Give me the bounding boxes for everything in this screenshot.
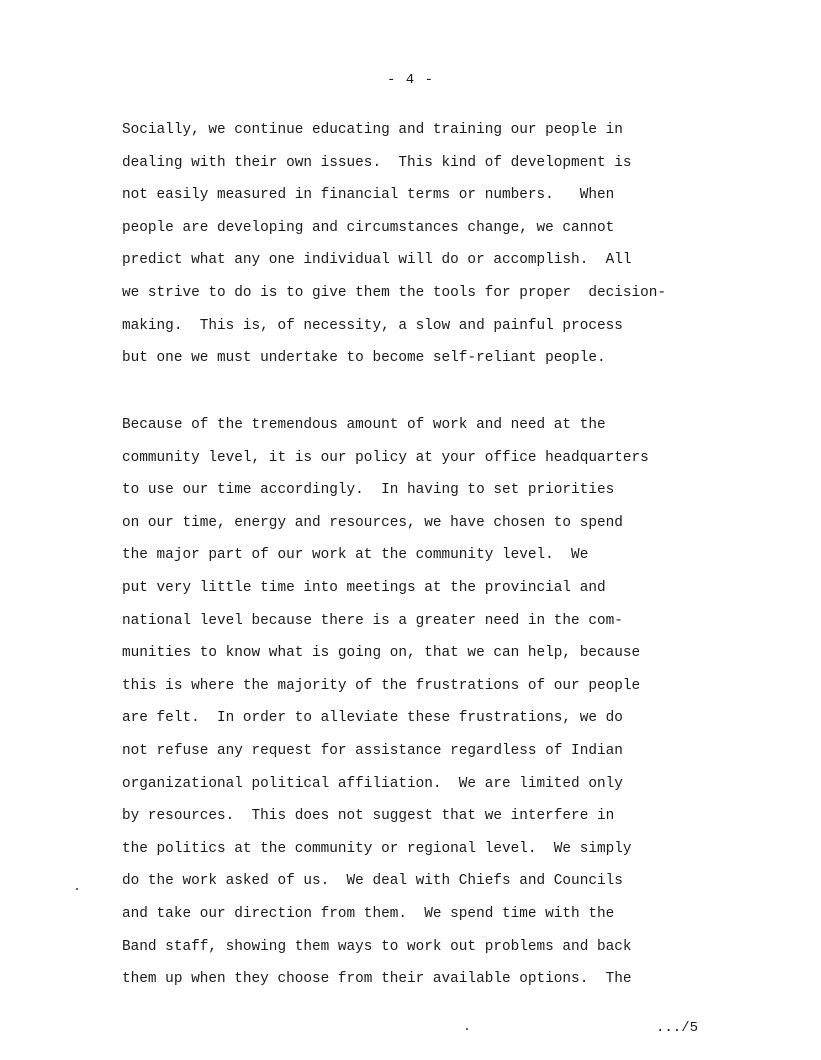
text-line: Because of the tremendous amount of work and need at the — [122, 417, 606, 433]
paragraph-2 — [122, 409, 649, 996]
text-line: people are developing and circumstances change, we cannot — [122, 219, 615, 236]
text-line: not easily measured in financial terms or numbers. When — [122, 187, 615, 204]
text-line: but one we must undertake to become self-reliant people. — [122, 350, 606, 367]
text-line: the politics at the community or regional level. We simply — [122, 840, 632, 857]
text-line: them up when they choose from their available options. The — [122, 971, 632, 988]
text-line: dealing with their own issues. This kind of development is — [122, 154, 632, 171]
text-line: put very little time into meetings at the provincial and — [122, 579, 606, 596]
text-line: making. This is, of necessity, a slow and painful process — [122, 317, 623, 334]
text-line: organizational political affiliation. We are limited only — [122, 775, 623, 792]
text-line: this is where the majority of the frustrations of our people — [122, 677, 641, 694]
text-line: the major part of our work at the community level. We — [122, 547, 589, 564]
paragraph-1 — [122, 114, 666, 375]
text-line: we strive to do is to give them the tools for proper decision- — [122, 284, 667, 301]
scan-speck — [466, 1028, 468, 1030]
text-line: Band staff, showing them ways to work out problems and back — [122, 938, 632, 955]
page-number: - 4 - — [386, 72, 434, 88]
text-line: by resources. This does not suggest that we interfere in — [122, 808, 615, 825]
scan-speck — [76, 888, 78, 890]
text-line: munities to know what is going on, that we can help, because — [122, 645, 641, 662]
text-line: not refuse any request for assistance regardless of Indian — [122, 742, 623, 759]
text-line: do the work asked of us. We deal with Chiefs and Councils — [122, 873, 623, 890]
text-line: are felt. In order to alleviate these frustrations, we do — [122, 710, 623, 727]
text-line: Socially, we continue educating and training our people in — [122, 122, 623, 138]
text-line: on our time, energy and resources, we have chosen to spend — [122, 514, 623, 531]
text-line: community level, it is our policy at your office headquarters — [122, 449, 649, 466]
continuation-marker: .../5 — [656, 1020, 699, 1036]
text-line: and take our direction from them. We spend time with the — [122, 905, 615, 922]
text-line: predict what any one individual will do or accomplish. All — [122, 252, 632, 269]
text-line: to use our time accordingly. In having to set priorities — [122, 482, 615, 499]
text-line: national level because there is a greater need in the com- — [122, 612, 623, 629]
